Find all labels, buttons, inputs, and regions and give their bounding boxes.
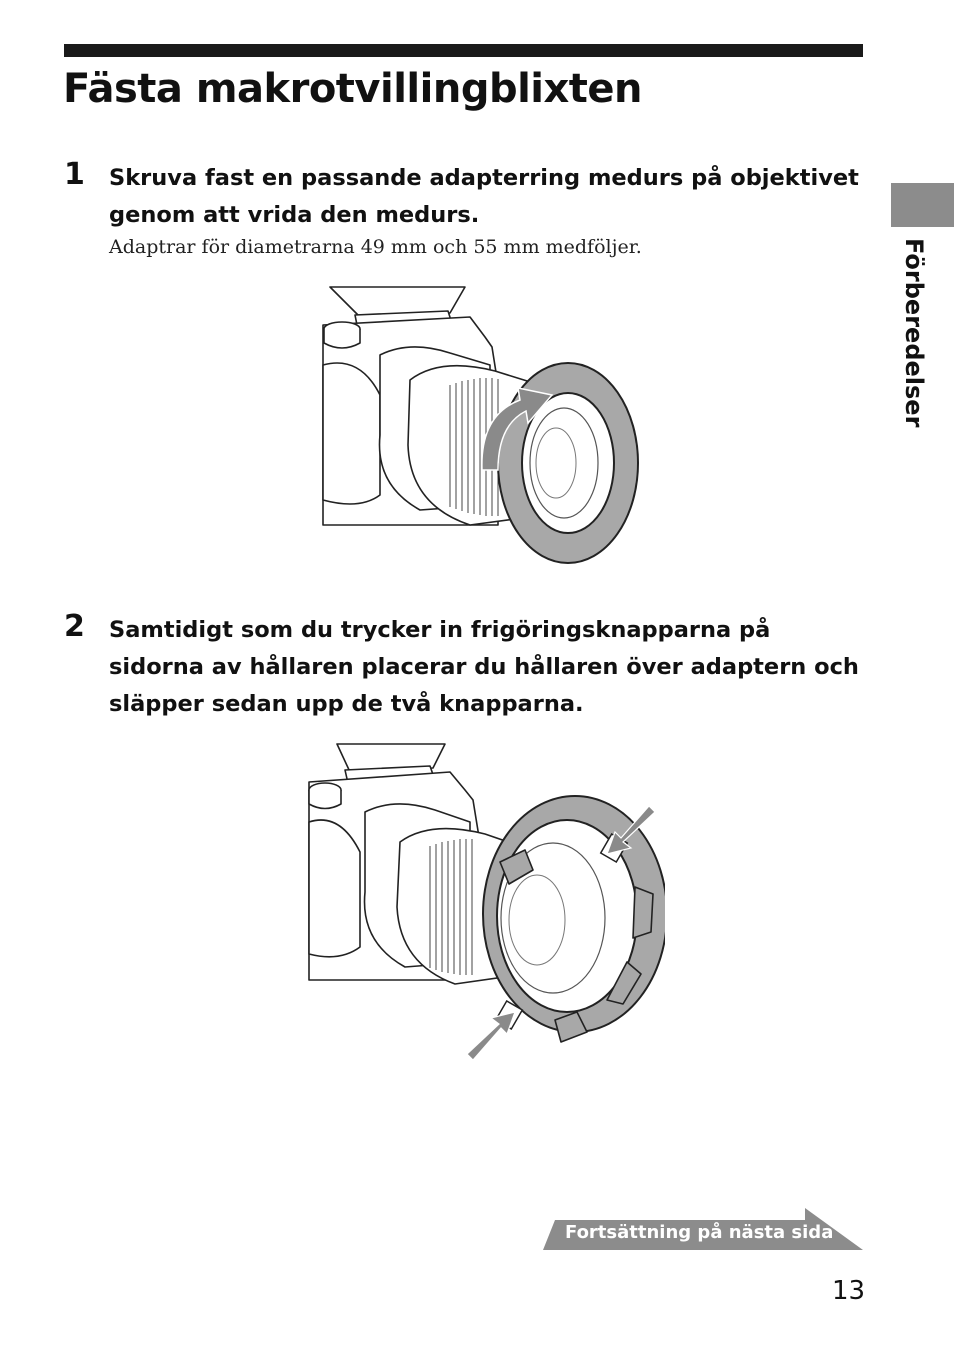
step-1-number: 1 [64, 157, 85, 192]
continue-label: Fortsättning på nästa sida [565, 1222, 834, 1243]
camera-adapter-ring-illustration [320, 285, 650, 570]
top-rule [64, 44, 863, 57]
step-1-note: Adaptrar för diametrarna 49 mm och 55 mm medföljer. [109, 236, 642, 258]
section-label: Förberedelser [900, 238, 928, 428]
page-number: 13 [832, 1276, 866, 1306]
continue-next-page-banner [543, 1208, 863, 1250]
page-title: Fästa makrotvillingblixten [63, 66, 643, 112]
camera-holder-illustration [305, 742, 665, 1062]
step-2-number: 2 [64, 609, 85, 644]
section-tab-marker [891, 183, 954, 227]
step-2-instruction: Samtidigt som du trycker in frigöringsknapparna på sidorna av hållaren placerar du hållaren över adaptern och släpper sedan upp de två knapparna. [109, 617, 859, 717]
step-1-instruction: Skruva fast en passande adapterring medurs på objektivet genom att vrida den medurs. [109, 165, 859, 228]
